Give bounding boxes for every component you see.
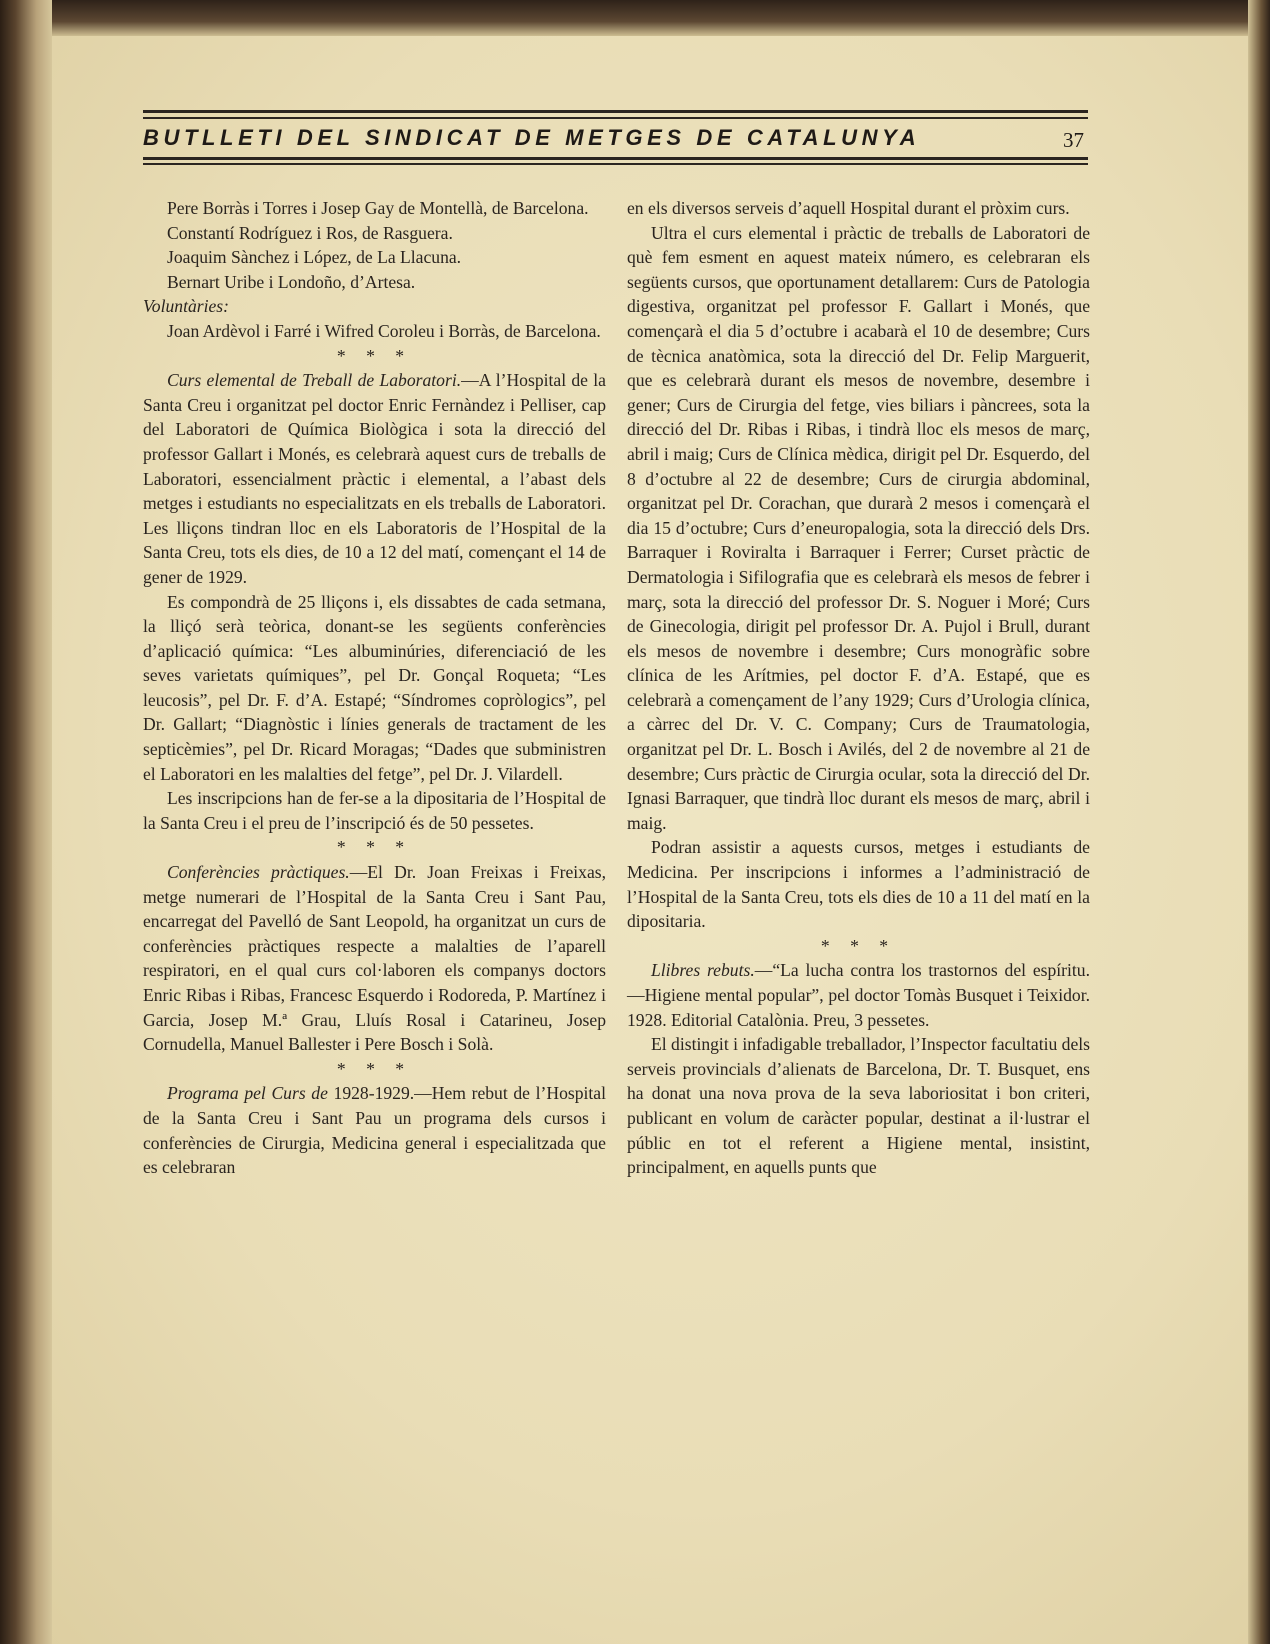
paragraph: Es compondrà de 25 lliçons i, els dissabtes de cada setmana, la lliçó serà teòrica, donant-se les següents conferències d’aplicació química: “Les albuminúries, diferenciació de les seves varietats químiques”, pel Dr. Gonçal Roqueta; “Les leucosis”, pel Dr. F. d’A. Estapé; “Síndromes copròlogics”, pel Dr. Gallart; “Diagnòstic i línies generals de tractament de les septicèmies”, pel Dr. Ricard Moragas; “Dades que subministren el Laboratori en les malalties del fetge”, pel Dr. J. Vilardell.: [143, 591, 606, 784]
section-separator: * * *: [336, 837, 413, 858]
section-paragraph: [143, 1081, 606, 1179]
paragraph: Pere Borràs i Torres i Josep Gay de Montellà, de Barcelona.: [167, 198, 589, 218]
section-paragraph: [143, 368, 606, 589]
right-column: [627, 196, 1090, 1180]
section-separator: * * *: [336, 1058, 413, 1079]
left-column: [143, 196, 606, 1180]
section-text: 1928-1929.—Hem rebut de l’Hospital de la Santa Creu i Sant Pau un programa dels cursos i conferències de Cirurgia, Medicina general i especialitzada que es celebraran: [143, 1083, 606, 1178]
header-rule: [143, 117, 1088, 119]
section-heading: Curs elemental de Treball de Laboratori.: [167, 370, 462, 391]
section-paragraph: [143, 860, 606, 1057]
page-top-edge: [0, 0, 1270, 36]
paragraph: Joan Ardèvol i Farré i Wifred Coroleu i Borràs, de Barcelona.: [167, 320, 601, 341]
section-separator: * * *: [820, 935, 897, 956]
paragraph: en els diversos serveis d’aquell Hospital durant el pròxim curs.: [627, 198, 1070, 218]
paragraph: Constantí Rodríguez i Ros, de Rasguera.: [167, 222, 453, 243]
page-right-edge: [1248, 0, 1270, 1644]
header-rule: [143, 163, 1088, 165]
section-text: —“La lucha contra los trastornos del espíritu.—Higiene mental popular”, pel doctor Tomàs Busquet i Teixidor. 1928. Editorial Catalònia. Preu, 3 pessetes.: [627, 960, 1090, 1030]
paragraph: El distingit i infadigable treballador, l’Inspector facultatiu dels serveis provincials d’alienats de Barcelona, Dr. T. Busquet, ens ha donat una nova prova de la seva laboriositat i bon criteri, publicant en volum de caràcter popular, destinat a il·lustrar el públic en tot el referent a Higiene mental, insistint, principalment, en aquells punts que: [627, 1034, 1091, 1178]
section-heading: Llibres rebuts.: [651, 960, 755, 981]
paragraph: Podran assistir a aquests cursos, metges i estudiants de Medicina. Per inscripcions i informes a l’administració de l’Hospital de la Santa Creu, tots els dies de 10 a 11 del matí en la dipositaria.: [627, 837, 1090, 932]
section-separator: * * *: [336, 345, 413, 366]
page-number: 37: [1063, 128, 1084, 152]
paragraph: Joaquim Sànchez i López, de La Llacuna.: [167, 247, 462, 268]
journal-title: BUTLLETI DEL SINDICAT DE METGES DE CATALUNYA: [143, 125, 921, 150]
section-paragraph: [627, 958, 1090, 1032]
paragraph: Bernart Uribe i Londoño, d’Artesa.: [167, 271, 416, 292]
header-rule: [143, 110, 1088, 113]
paragraph: Ultra el curs elemental i pràctic de treballs de Laboratori de què fem esment en aquest mateix número, es celebraran els següents cursos, que oportunament detallarem: Curs de Patologia digestiva, organitzat pel professor F. Gallart i Monés, que començarà el dia 5 d’octubre i acabarà el 10 de desembre; Curs de tècnica anatòmica, sota la direcció del Dr. Felip Marguerit, que es celebrarà durant els mesos de novembre, desembre i gener; Curs de Cirurgia del fetge, vies biliars i pàncrees, sota la direcció del Dr. Ribas i Ribas, i tindrà lloc els mesos de març, abril i maig; Curs de Clínica mèdica, dirigit pel Dr. Esquerdo, del 8 d’octubre al 22 de desembre; Curs de cirurgia abdominal, organitzat pel Dr. Corachan, que durarà 2 mesos i començarà el dia 15 d’octubre; Curs d’eneuropalogia, sota la direcció dels Drs. Barraquer i Roviralta i Barraquer i Ferrer; Curset pràctic de Dermatologia i Sifilografia que es celebrarà els mesos de febrer i març, sota la direcció del professor Dr. S. Noguer i Moré; Curs de Ginecologia, dirigit pel professor Dr. A. Pujol i Brull, durant els mesos de novembre i desembre; Curs monogràfic sobre clínica de les Arítmies, pel doctor F. d’A. Estapé, que es celebrarà a començament de l’any 1929; Curs d’Urologia clínica, a càrrec del Dr. V. C. Company; Curs de Traumatologia, organitzat pel Dr. L. Bosch i Avilés, del 2 de novembre al 21 de desembre; Curs pràctic de Cirurgia ocular, sota la direcció del Dr. Ignasi Barraquer, que tindrà lloc durant els mesos de març, abril i maig.: [627, 222, 1090, 833]
paragraph: Les inscripcions han de fer-se a la dipositaria de l’Hospital de la Santa Creu i el preu de l’inscripció és de 50 pessetes.: [143, 788, 606, 833]
book-binding: [0, 0, 52, 1644]
section-text: —El Dr. Joan Freixas i Freixas, metge numerari de l’Hospital de la Santa Creu i Sant Pau, encarregat del Pavelló de Sant Leopold, ha organitzat un curs de conferències pràctiques respecte a malalties de l’aparell respiratori, en el qual curs col·laboren els companys doctors Enric Ribas i Ribas, Francesc Esquerdo i Rodoreda, P. Martínez i Garcia, Josep M.ª Grau, Lluís Rosal i Catarineu, Josep Cornudella, Manuel Ballester i Pere Bosch i Solà.: [143, 862, 606, 1055]
section-text: —A l’Hospital de la Santa Creu i organitzat pel doctor Enric Fernàndez i Pelliser, cap del Laboratori de Química Biològica i sota la direcció del professor Gallart i Monés, es celebrarà aquest curs de treballs de Laboratori, essencialment pràctic i elemental, a l’abast dels metges i estudiants no especialitzats en els treballs de Laboratori. Les lliçons tindran lloc en els Laboratoris de l’Hospital de la Santa Creu, tots els dies, de 10 a 12 del matí, començant el 14 de gener de 1929.: [143, 370, 606, 587]
running-header: [143, 110, 1088, 170]
section-heading: Programa pel Curs de: [167, 1083, 328, 1104]
header-rule: [143, 157, 1088, 160]
section-label: Voluntàries:: [143, 296, 230, 317]
section-heading: Conferències pràctiques.: [167, 862, 350, 883]
